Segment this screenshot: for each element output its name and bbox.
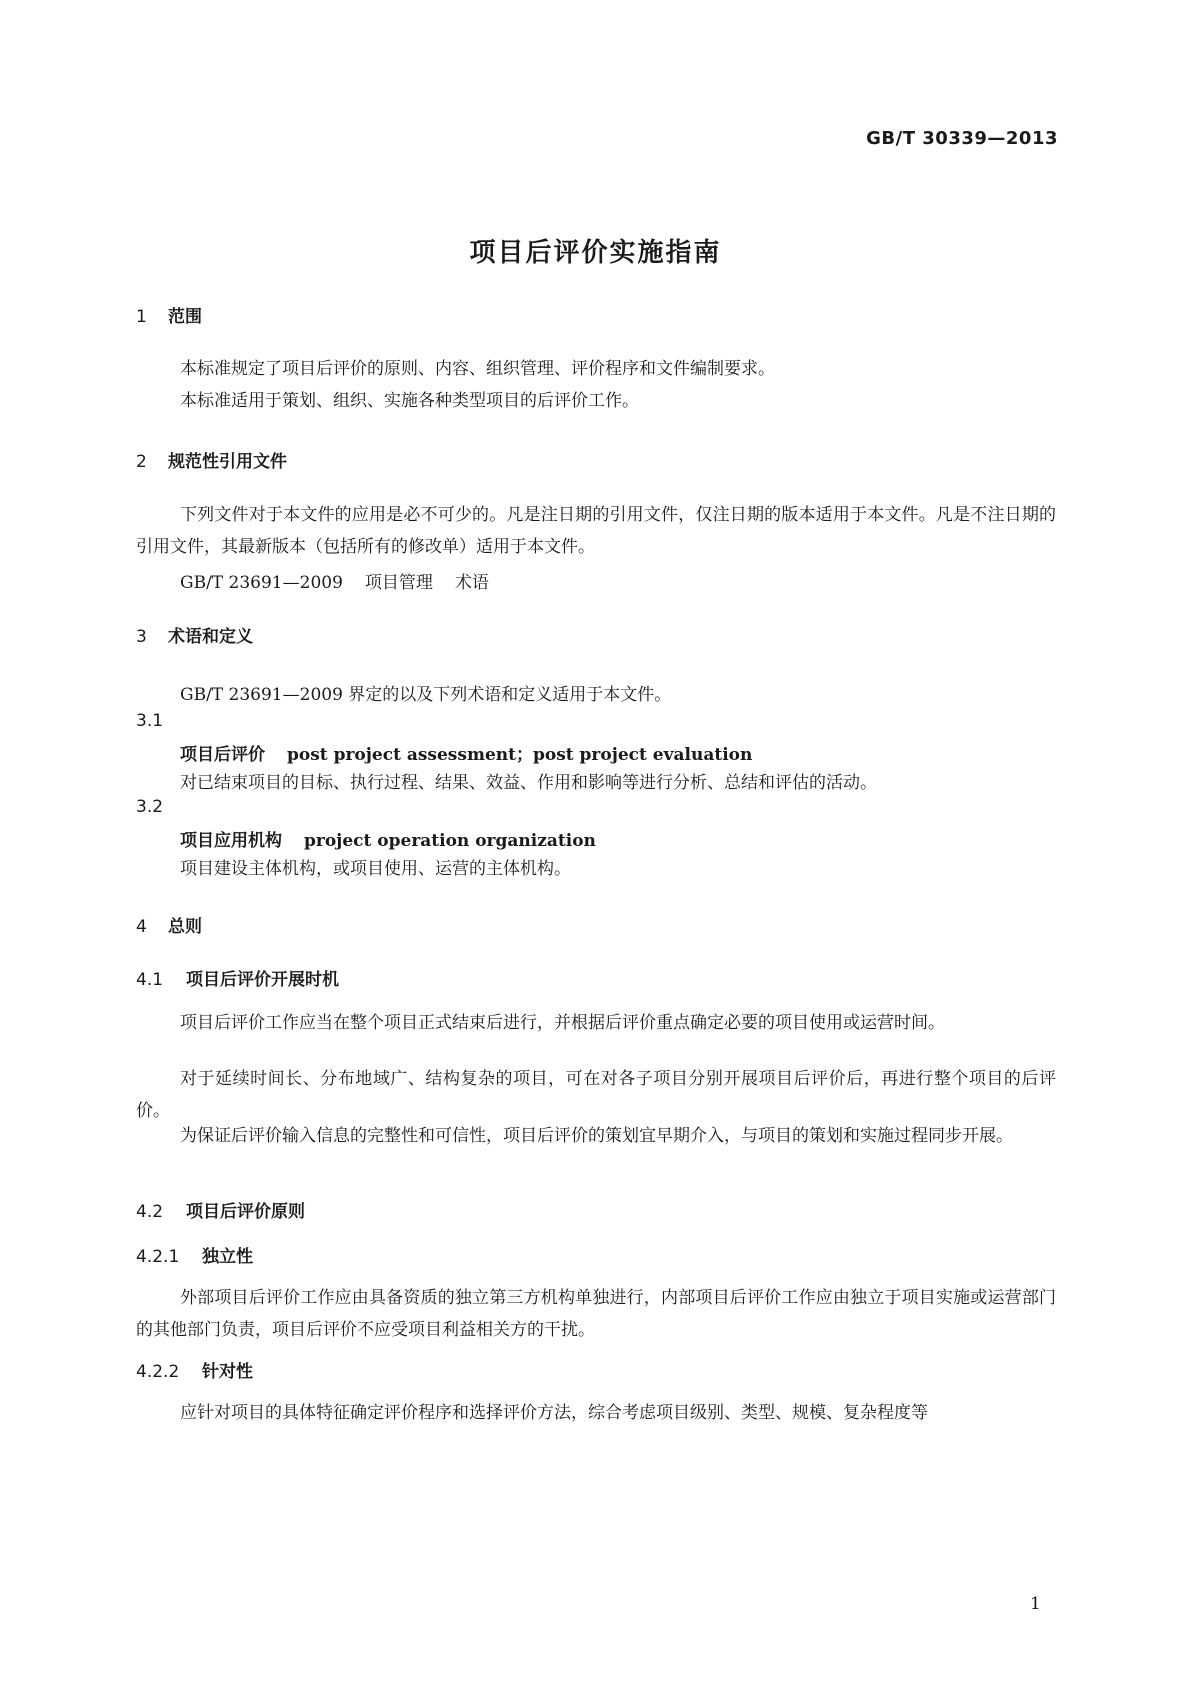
section-2-heading	[136, 447, 287, 472]
reference-name-2: 术语	[454, 573, 489, 593]
section-4-2-2-heading	[136, 1357, 253, 1382]
section-4-1-heading	[136, 965, 339, 990]
section-4-1-paragraph-2: 对于延续时间长、分布地域广、结构复杂的项目，可在对各子项目分别开展项目后评价后，再进行整个项目的后评价。	[136, 1069, 1056, 1121]
term-english: post project assessment；post project evaluation	[287, 745, 753, 765]
section-title: 术语和定义	[168, 627, 253, 647]
section-number: 4.1	[136, 970, 164, 990]
term-english: project operation organization	[304, 831, 596, 851]
term-3-1-number: 3.1	[136, 711, 164, 731]
term-3-2-definition: 项目建设主体机构，或项目使用、运营的主体机构。	[180, 859, 571, 879]
term-3-1-title	[180, 740, 752, 765]
section-title: 范围	[168, 307, 202, 327]
section-title: 总则	[168, 917, 202, 937]
section-number: 4.2.2	[136, 1362, 180, 1382]
term-chinese: 项目应用机构	[180, 831, 282, 851]
section-4-1-paragraph-3: 为保证后评价输入信息的完整性和可信性，项目后评价的策划宜早期介入，与项目的策划和实施过程同步开展。	[180, 1126, 1013, 1146]
section-4-heading	[136, 912, 202, 937]
section-number: 4	[136, 917, 147, 937]
section-4-2-1-heading	[136, 1242, 253, 1267]
page-number: 1	[1030, 1594, 1041, 1614]
section-4-2-2-paragraph-1: 应针对项目的具体特征确定评价程序和选择评价方法，综合考虑项目级别、类型、规模、复杂程度等	[180, 1403, 928, 1423]
section-title: 项目后评价原则	[186, 1202, 305, 1222]
section-1-paragraph-1: 本标准规定了项目后评价的原则、内容、组织管理、评价程序和文件编制要求。	[180, 359, 775, 379]
reference-name-1: 项目管理	[364, 573, 433, 593]
term-3-2-title	[180, 826, 596, 851]
section-number: 1	[136, 307, 147, 327]
section-number: 4.2.1	[136, 1247, 180, 1267]
standard-code: GB/T 30339—2013	[866, 128, 1058, 149]
section-title: 独立性	[202, 1247, 253, 1267]
section-4-2-1-paragraph-1: 外部项目后评价工作应由具备资质的独立第三方机构单独进行，内部项目后评价工作应由独立于项目实施或运营部门的其他部门负责，项目后评价不应受项目利益相关方的干扰。	[136, 1288, 1056, 1340]
section-number: 4.2	[136, 1202, 164, 1222]
document-title: 项目后评价实施指南	[469, 238, 722, 268]
section-1-paragraph-2: 本标准适用于策划、组织、实施各种类型项目的后评价工作。	[180, 391, 639, 411]
section-1-heading	[136, 302, 202, 327]
section-number: 2	[136, 452, 147, 472]
normative-reference	[180, 568, 489, 593]
section-3-paragraph-1: GB/T 23691—2009 界定的以及下列术语和定义适用于本文件。	[180, 685, 672, 705]
section-number: 3	[136, 627, 147, 647]
section-2-paragraph-1: 下列文件对于本文件的应用是必不可少的。凡是注日期的引用文件，仅注日期的版本适用于本文件。凡是不注日期的引用文件，其最新版本（包括所有的修改单）适用于本文件。	[136, 505, 1056, 557]
term-3-2-number: 3.2	[136, 797, 164, 817]
section-4-1-paragraph-1: 项目后评价工作应当在整个项目正式结束后进行，并根据后评价重点确定必要的项目使用或运营时间。	[180, 1013, 945, 1033]
section-title: 针对性	[202, 1362, 253, 1382]
reference-code: GB/T 23691—2009	[180, 573, 343, 593]
section-3-heading	[136, 622, 253, 647]
term-3-1-definition: 对已结束项目的目标、执行过程、结果、效益、作用和影响等进行分析、总结和评估的活动。	[180, 773, 877, 793]
term-chinese: 项目后评价	[180, 745, 265, 765]
section-4-2-heading	[136, 1197, 305, 1222]
section-title: 项目后评价开展时机	[186, 970, 339, 990]
section-title: 规范性引用文件	[168, 452, 287, 472]
